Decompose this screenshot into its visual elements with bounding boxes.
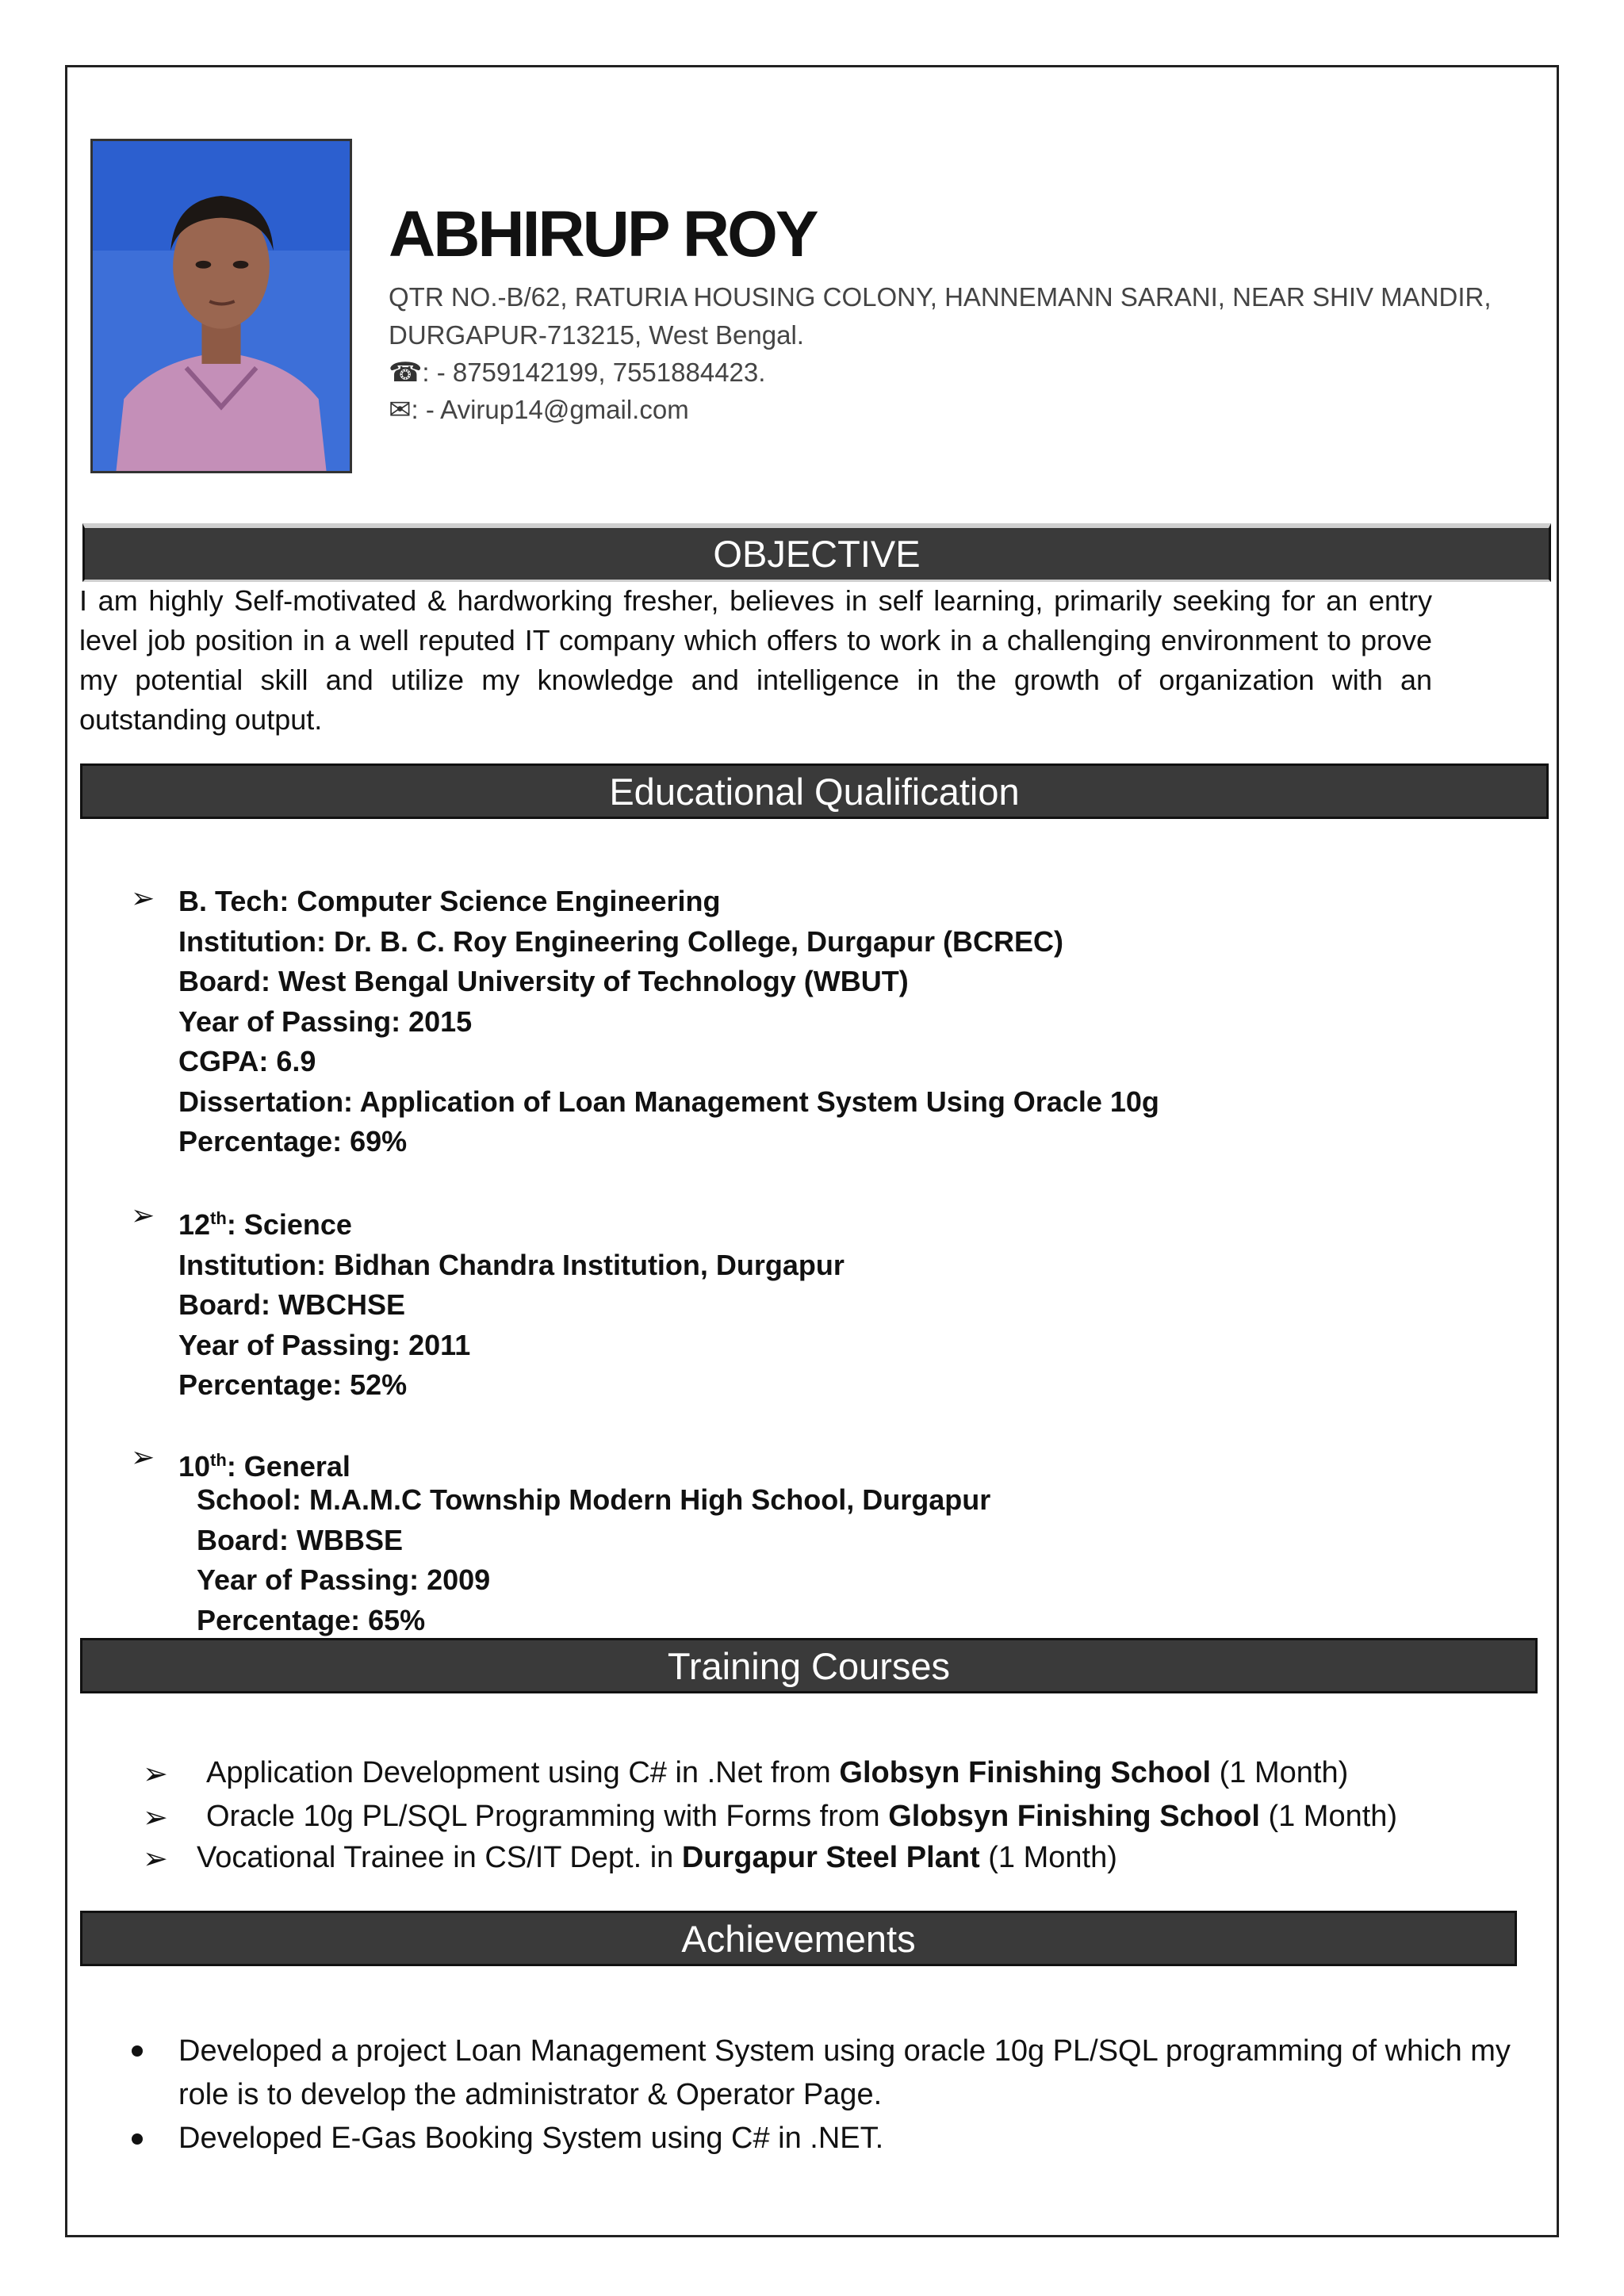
arrow-bullet-icon: ➢	[143, 1843, 168, 1876]
arrow-bullet-icon: ➢	[131, 1441, 155, 1473]
btech-percentage: Percentage: 69%	[178, 1125, 408, 1158]
arrow-bullet-icon: ➢	[143, 1801, 168, 1835]
envelope-icon: ✉	[389, 395, 412, 425]
achievement-item: Developed a project Loan Management System using oracle 10g PL/SQL programming of which my role is to develop the administrator & Operator Page.	[178, 2034, 1511, 2111]
email-address: : - Avirup14@gmail.com	[411, 395, 689, 424]
candidate-name: ABHIRUP ROY	[389, 198, 817, 270]
education-12th	[178, 1199, 845, 1406]
tenth-school: School: M.A.M.C Township Modern High School, Durgapur	[197, 1483, 991, 1516]
btech-year: Year of Passing: 2015	[178, 1004, 473, 1038]
btech-board: Board: West Bengal University of Technology (WBUT)	[178, 965, 909, 997]
training-heading-label: Training Courses	[667, 1644, 951, 1687]
tenth-board: Board: WBBSE	[197, 1523, 403, 1556]
twelfth-title: 12th: Science	[178, 1208, 352, 1241]
education-10th-details	[197, 1480, 990, 1640]
tenth-title: 10th: General	[178, 1450, 350, 1483]
objective-text: I am highly Self-motivated & hardworking fresher, believes in self learning, primarily seeking for an entry level job position in a well reputed IT company which offers to work in a challenging environment to prove my potential skill and utilize my knowledge and intelligence in the growth of organization with an outstanding output.	[79, 584, 1432, 736]
bullet-dot-icon	[132, 2133, 143, 2145]
email-line	[389, 394, 689, 427]
training-heading	[80, 1638, 1538, 1693]
objective-heading-label: OBJECTIVE	[713, 533, 921, 575]
training-item	[143, 1841, 1117, 1875]
phone-icon: ☎	[389, 358, 423, 388]
education-heading-label: Educational Qualification	[609, 770, 1020, 813]
twelfth-year: Year of Passing: 2011	[178, 1328, 471, 1361]
profile-photo	[90, 139, 352, 473]
achievements-heading-label: Achievements	[681, 1917, 916, 1960]
achievements-heading	[80, 1911, 1517, 1966]
bullet-dot-icon	[132, 2045, 143, 2057]
twelfth-percentage: Percentage: 52%	[178, 1368, 408, 1401]
tenth-percentage: Percentage: 65%	[197, 1603, 426, 1636]
phone-numbers: : - 8759142199, 7551884423.	[422, 358, 766, 387]
arrow-bullet-icon: ➢	[131, 1199, 155, 1231]
phone-line	[389, 357, 765, 389]
btech-cgpa: CGPA: 6.9	[178, 1045, 316, 1077]
education-heading	[80, 763, 1549, 819]
btech-title: B. Tech: Computer Science Engineering	[178, 885, 721, 917]
twelfth-board: Board: WBCHSE	[178, 1288, 405, 1321]
education-btech	[178, 882, 1159, 1162]
btech-dissertation: Dissertation: Application of Loan Management System Using Oracle 10g	[178, 1085, 1159, 1118]
training-item	[143, 1756, 1348, 1790]
training-text: Vocational Trainee in CS/IT Dept. in Durgapur Steel Plant (1 Month)	[197, 1841, 1117, 1874]
training-item	[143, 1800, 1397, 1834]
objective-heading	[82, 523, 1551, 582]
training-text: Application Development using C# in .Net from Globsyn Finishing School (1 Month)	[206, 1756, 1349, 1789]
arrow-bullet-icon: ➢	[143, 1758, 168, 1791]
training-text: Oracle 10g PL/SQL Programming with Forms from Globsyn Finishing School (1 Month)	[206, 1800, 1398, 1833]
twelfth-institution: Institution: Bidhan Chandra Institution, Durgapur	[178, 1248, 845, 1281]
address-line-1: QTR NO.-B/62, RATURIA HOUSING COLONY, HANNEMANN SARANI, NEAR SHIV MANDIR,	[389, 282, 1492, 312]
arrow-bullet-icon: ➢	[131, 882, 155, 914]
tenth-year: Year of Passing: 2009	[197, 1563, 491, 1596]
achievement-item: Developed E-Gas Booking System using C# in .NET.	[178, 2122, 884, 2155]
address-line-2: DURGAPUR-713215, West Bengal.	[389, 320, 804, 350]
btech-institution: Institution: Dr. B. C. Roy Engineering College, Durgapur (BCREC)	[178, 924, 1064, 958]
